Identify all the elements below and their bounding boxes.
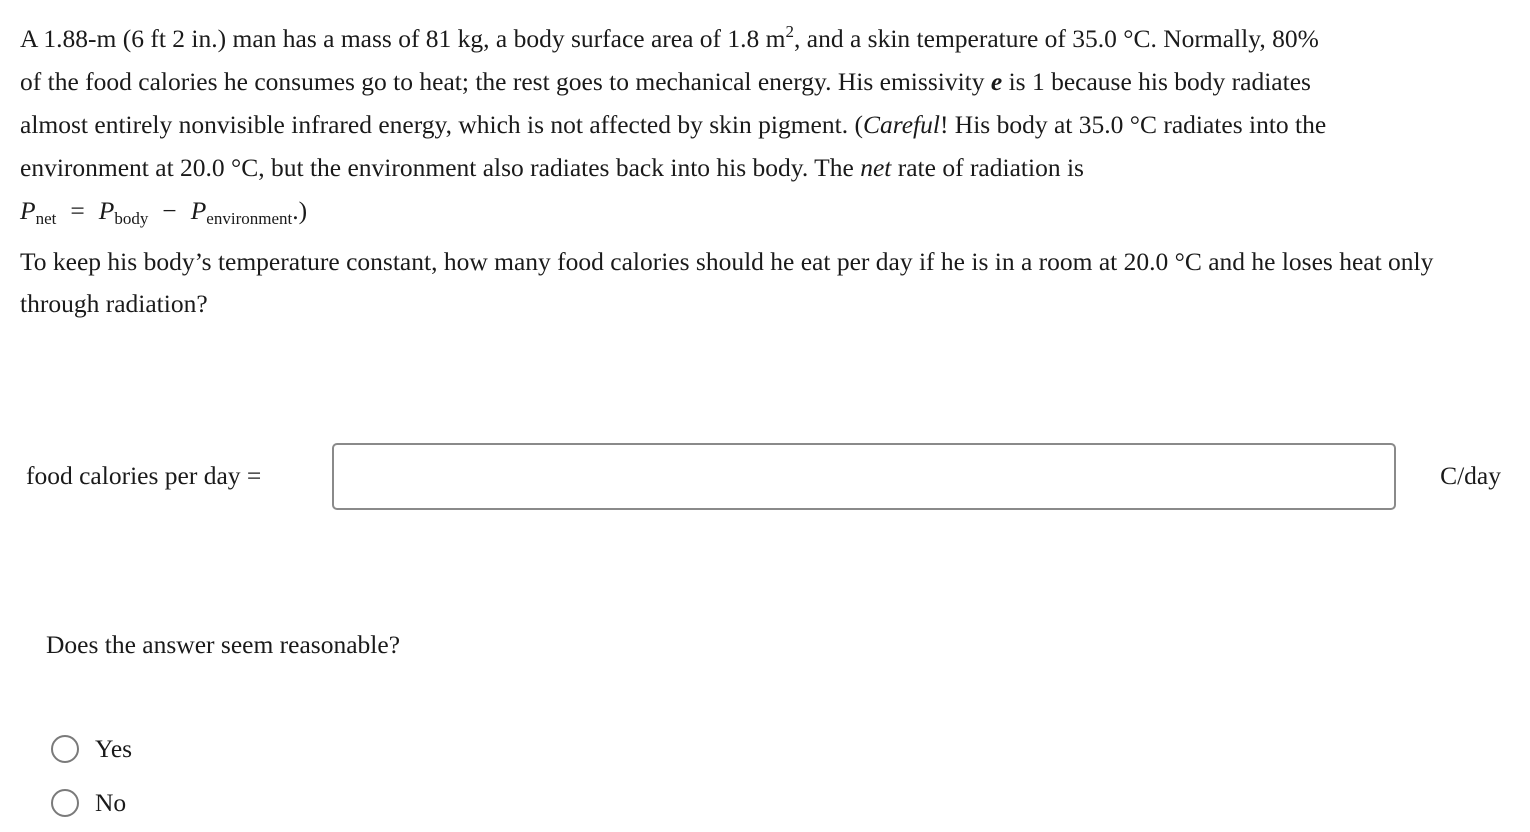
emissivity-symbol: e — [990, 67, 1003, 96]
emphasis-text: Careful — [862, 110, 940, 139]
formula-symbol: P — [98, 196, 115, 225]
choice-no-label: No — [95, 788, 127, 817]
answer-label: food calories per day = — [26, 461, 262, 490]
problem-line-4 — [20, 146, 1510, 189]
problem-text: environment at 20.0 °C, but the environment also radiates back into his body. The — [20, 153, 861, 182]
choice-yes-label: Yes — [95, 734, 133, 763]
problem-text: , and a skin temperature of 35.0 °C. Normally, 80% — [794, 24, 1319, 53]
radio-yes[interactable] — [51, 735, 79, 763]
choice-no[interactable] — [51, 776, 132, 830]
net-radiation-formula — [20, 189, 1510, 240]
formula-subscript: net — [35, 209, 57, 228]
formula-tail: .) — [292, 196, 308, 225]
formula-operator: − — [162, 196, 177, 225]
formula-subscript: environment — [206, 209, 293, 228]
problem-line-3 — [20, 103, 1510, 146]
superscript: 2 — [785, 22, 795, 41]
problem-line-2 — [20, 60, 1510, 103]
problem-text: A 1.88-m (6 ft 2 in.) man has a mass of 81 kg, a body surface area of 1.8 m — [20, 24, 786, 53]
formula-subscript: body — [114, 209, 149, 228]
answer-row — [26, 443, 1501, 509]
formula-symbol: P — [190, 196, 207, 225]
problem-text: ! His body at 35.0 °C radiates into the — [939, 110, 1327, 139]
answer-unit: C/day — [1440, 461, 1501, 490]
formula-operator: = — [70, 196, 85, 225]
problem-text: rate of radiation is — [891, 153, 1084, 182]
problem-line-1 — [20, 10, 1510, 60]
reasonable-choices — [51, 722, 132, 830]
reasonable-prompt: Does the answer seem reasonable? — [46, 630, 401, 659]
food-calories-input[interactable] — [332, 443, 1396, 510]
formula-symbol: P — [20, 196, 36, 225]
problem-text: is 1 because his body radiates — [1002, 67, 1311, 96]
question-text: To keep his body’s temperature constant, how many food calories should he eat per day if he is in a room at 20.0 °C and he loses heat only through radiation? — [20, 247, 1434, 318]
choice-yes[interactable] — [51, 722, 132, 776]
problem-text: of the food calories he consumes go to heat; the rest goes to mechanical energy. His emissivity — [20, 67, 991, 96]
problem-text: almost entirely nonvisible infrared energy, which is not affected by skin pigment. ( — [20, 110, 863, 139]
emphasis-text: net — [860, 153, 892, 182]
radio-no[interactable] — [51, 789, 79, 817]
problem-statement — [20, 10, 1510, 240]
